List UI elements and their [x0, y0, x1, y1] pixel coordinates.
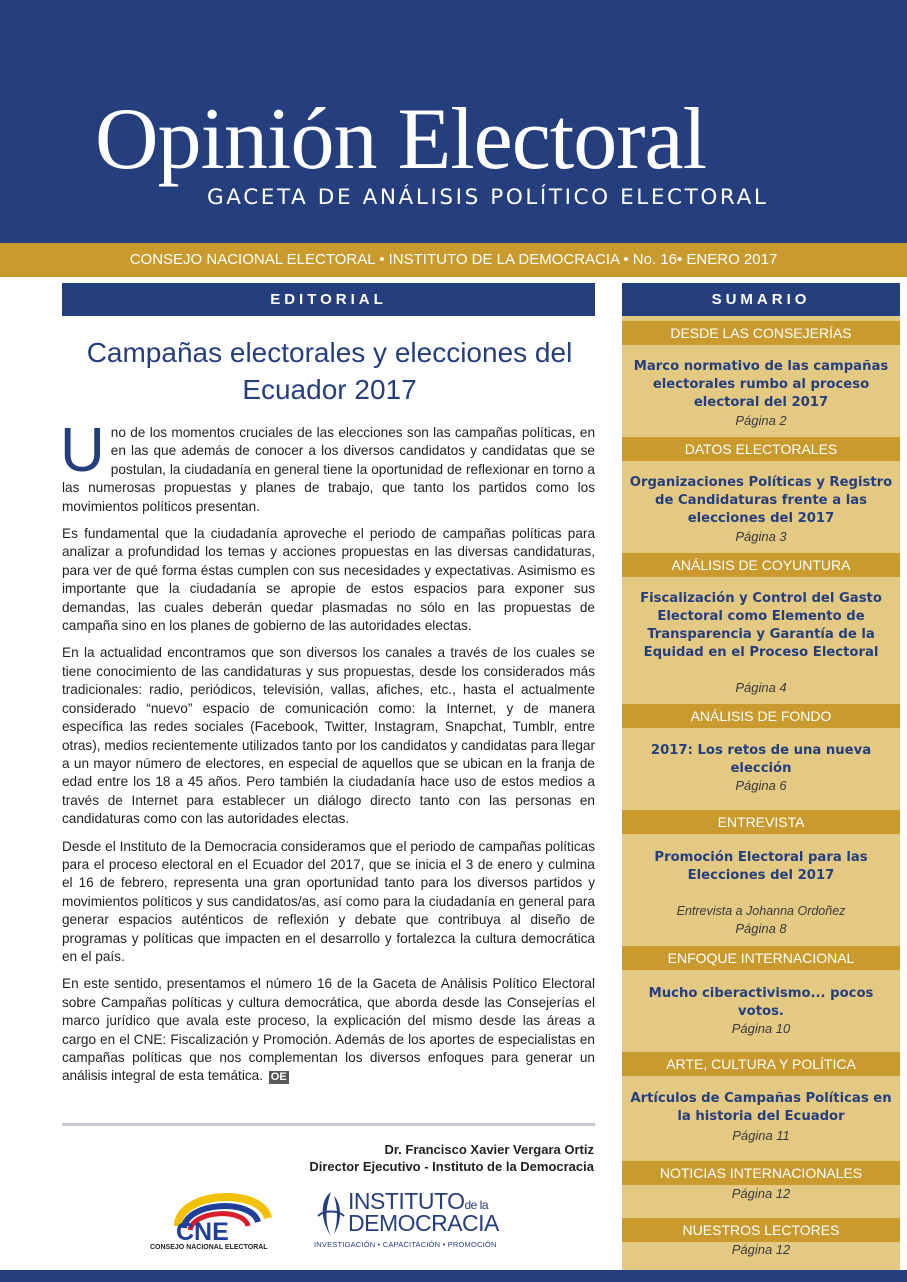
summary-section-label: ENTREVISTA [622, 810, 900, 834]
instituto-tagline: INVESTIGACIÓN • CAPACITACIÓN • PROMOCIÓN [314, 1240, 497, 1249]
summary-header: SUMARIO [622, 283, 900, 316]
summary-page-ref: Página 8 [735, 921, 787, 936]
signature-role: Director Ejecutivo - Instituto de la Democracia [309, 1159, 594, 1174]
cne-caption: CONSEJO NACIONAL ELECTORAL [150, 1244, 268, 1251]
summary-page-ref: Página 12 [731, 1186, 791, 1201]
editorial-body [60, 416, 595, 1095]
summary-article-title[interactable]: Organizaciones Políticas y Registro de Candidaturas frente a las elecciones del 2017 [629, 475, 893, 526]
summary-page-ref: Página 2 [735, 413, 787, 428]
instituto-word: INSTITUTO [348, 1188, 465, 1214]
summary-page-ref: Página 10 [731, 1021, 791, 1036]
cne-letters: CNE [176, 1218, 229, 1244]
signature-name: Dr. Francisco Xavier Vergara Ortiz [384, 1142, 594, 1157]
masthead [0, 0, 907, 243]
summary-article-title[interactable]: Promoción Electoral para las Elecciones del 2017 [654, 850, 868, 883]
summary-section-label: ENFOQUE INTERNACIONAL [622, 946, 900, 970]
paragraph-1-text: no de los momentos cruciales de las elecciones son las campañas políticas, en en las que además de conocer a los diversos candidatos y candidatas que se postulan, la ciudadanía en general tiene la oportunidad de reflexionar en torno a las numerosas propuestas y planes de trabajo, que tanto los partidos como los movimientos políticos presentan. [62, 425, 595, 514]
summary-page-ref: Página 11 [732, 1128, 790, 1143]
editorial-paragraph-3: En la actualidad encontramos que son diversos los canales a través de los cuales se tiene conocimiento de las candidaturas y sus propuestas, desde los considerados más tradicionales: radio, periódicos, televisión, vallas, afiches, etc., hasta el actualmente considerado “nuevo” espacio de comunicación como: la Internet, y de manera específica las redes sociales (Facebook, Twitter, Instagram, Snapchat, Tumblr, entre otras), medios recientemente utilizados tanto por los candidatos y candidatas para llegar a un mayor número de electores, en especial de aquellos que se ubican en la franja de edad entre los 18 a 45 años. Pero también la ciudadanía hace uso de estos medios a través de Internet para establecer un diálogo directo tanto con las personas en candidaturas como con las autoridades electas. [62, 645, 595, 827]
editorial-label: EDITORIAL [62, 283, 595, 316]
summary-interview-note: Entrevista a Johanna Ordoñez [676, 904, 846, 918]
editorial-paragraph-1 [60, 416, 595, 516]
headline-line-2: Ecuador 2017 [242, 374, 417, 405]
summary-article-title[interactable]: Marco normativo de las campañas electorales rumbo al proceso electoral del 2017 [633, 359, 889, 410]
signature-divider [62, 1123, 595, 1126]
summary-article-title[interactable]: 2017: Los retos de una nueva elección [650, 743, 872, 776]
summary-section-label: ARTE, CULTURA Y POLÍTICA [622, 1052, 900, 1076]
summary-article-title[interactable]: Artículos de Campañas Políticas en la historia del Ecuador [630, 1091, 892, 1124]
summary-page-ref: Página 12 [731, 1242, 791, 1257]
cne-logo [148, 1178, 298, 1256]
editorial-headline [62, 334, 597, 408]
publication-title: Opinión Electoral [95, 91, 707, 188]
summary-section-label: DATOS ELECTORALES [622, 437, 900, 461]
bottom-bar [0, 1270, 907, 1282]
paragraph-5-text: En este sentido, presentamos el número 16 de la Gaceta de Análisis Político Electoral sobre Campañas políticas y cultura democrática, que aborda desde las Consejerías el marco jurídico que avala este proceso, la explicación del mismo desde las áreas a cargo en el CNE: Fiscalización y Promoción. Además de los aportes de especialistas en campañas políticas que nos complementan los diversos enfoques para generar un análisis integral de esta temática. [62, 976, 595, 1084]
instituto-logo [312, 1188, 502, 1258]
editorial-paragraph-2: Es fundamental que la ciudadanía aproveche el periodo de campañas políticas para analizar a profundidad los temas y acciones propuestas en las diversas candidaturas, para ver de qué forma éstas cumplen con sus necesidades y expectativas. Asimismo es importante que la ciudadanía se apropie de estos espacios para exponer sus demandas, las cuales deberán quedar plasmadas no sólo en las propuestas de campaña sino en los planes de gobierno de las autoridades electas. [62, 526, 595, 634]
instituto-de-la: de la [464, 1198, 488, 1212]
summary-article-title[interactable]: Mucho ciberactivismo... pocos votos. [648, 986, 874, 1019]
headline-line-1: Campañas electorales y elecciones del [86, 337, 573, 368]
instituto-emblem-icon [314, 1190, 348, 1238]
end-mark-badge: OE [270, 1071, 287, 1084]
summary-section-label: DESDE LAS CONSEJERÍAS [622, 321, 900, 345]
editorial-paragraph-4: Desde el Instituto de la Democracia consideramos que el periodo de campañas políticas para el proceso electoral en el Ecuador del 2017, que se inicia el 3 de enero y culmina el 16 de febrero, representa una gran oportunidad tanto para los diversos partidos y movimientos políticos y sus candidatos/as, así como para la ciudadanía en general para generar espacios auténticos de reflexión y debate que contribuya al diseño de programas y políticas que impacten en el desarrollo y fortalezca la cultura democrática en el país. [62, 838, 595, 964]
summary-article-title[interactable]: Fiscalización y Control del Gasto Electoral como Elemento de Transparencia y Garantía de la Equidad en el Proceso Electoral [640, 591, 882, 660]
publication-subtitle: GACETA DE ANÁLISIS POLÍTICO ELECTORAL [207, 185, 769, 210]
summary-section-label: NOTICIAS INTERNACIONALES [622, 1161, 900, 1185]
issue-line: CONSEJO NACIONAL ELECTORAL • INSTITUTO DE LA DEMOCRACIA • No. 16• ENERO 2017 [129, 251, 778, 268]
cne-emblem-icon [148, 1178, 298, 1244]
summary-section-label: ANÁLISIS DE COYUNTURA [622, 553, 900, 577]
summary-section-label: ANÁLISIS DE FONDO [622, 704, 900, 728]
instituto-name-line-2: DEMOCRACIA [348, 1210, 499, 1236]
summary-page-ref: Página 6 [735, 778, 787, 793]
summary-page-ref: Página 4 [735, 680, 787, 695]
drop-cap: U [60, 416, 105, 485]
editorial-paragraph-5 [62, 975, 595, 1085]
summary-section-label: NUESTROS LECTORES [622, 1218, 900, 1242]
summary-page-ref: Página 3 [735, 529, 787, 544]
signature-block [62, 1141, 594, 1175]
